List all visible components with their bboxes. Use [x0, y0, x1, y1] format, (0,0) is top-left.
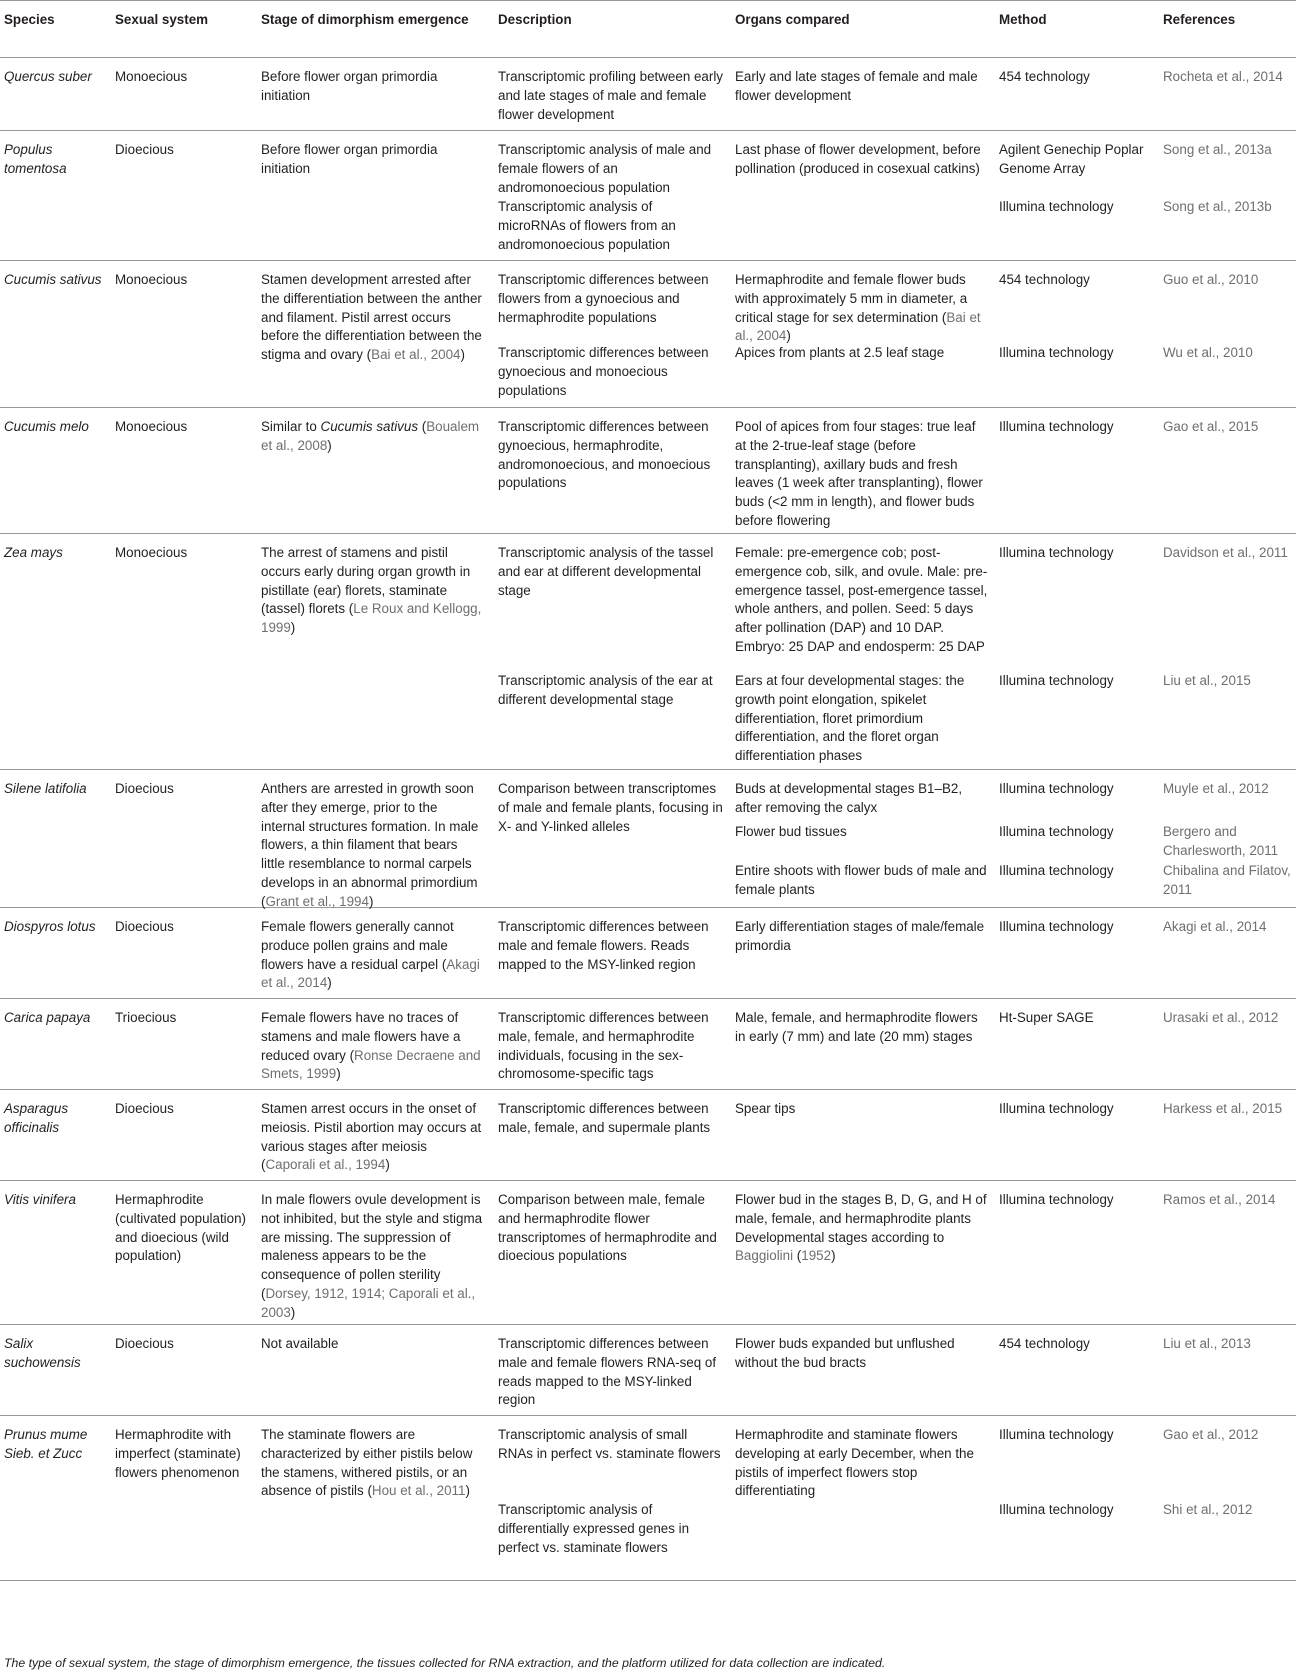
reference-link[interactable]: Akagi et al., 2014	[1163, 919, 1267, 934]
reference-link[interactable]: Muyle et al., 2012	[1163, 781, 1269, 796]
method-cell: 454 technology	[999, 272, 1090, 287]
citation-link[interactable]: Bai et al., 2004	[735, 309, 981, 344]
reference-link[interactable]: Liu et al., 2013	[1163, 1336, 1251, 1351]
table-row	[0, 1090, 1296, 1181]
citation-link[interactable]: Dorsey, 1912, 1914; Caporali et al., 2003	[261, 1285, 476, 1320]
table-row	[0, 58, 1296, 131]
sexual-system-cell: Dioecious	[115, 1101, 174, 1116]
method-cell: Illumina technology	[999, 545, 1114, 560]
stage-cell: Female flowers have no traces of stamens and male flowers have a reduced ovary (Ronse Decraene and Smets, 1999)	[261, 1010, 481, 1082]
table-row	[0, 999, 1296, 1090]
header-stage: Stage of dimorphism emergence	[261, 12, 469, 27]
reference-link[interactable]: Rocheta et al., 2014	[1163, 69, 1283, 84]
organs-cell: Entire shoots with flower buds of male and female plants	[735, 863, 987, 897]
table-row	[0, 770, 1296, 908]
species-cell: Cucumis sativus	[4, 272, 102, 287]
table-row	[0, 534, 1296, 770]
species-cell: Vitis vinifera	[4, 1192, 76, 1207]
species-cell: Silene latifolia	[4, 781, 87, 796]
description-cell: Transcriptomic differences between male, female, and hermaphrodite individuals, focusing in the sex-chromosome-specific tags	[498, 1010, 709, 1082]
stage-cell: The staminate flowers are characterized by either pistils below the stamens, withered pistils, or an absence of pistils (Hou et al., 2011)	[261, 1427, 473, 1499]
citation-link[interactable]: Caporali et al., 1994	[265, 1157, 386, 1173]
citation-link[interactable]: 1952	[801, 1248, 832, 1264]
stage-cell: Stamen development arrested after the differentiation between the anther and filament. Pistil arrest occurs before the differentiation between the stigma and ovary (Bai et al., 2004)	[261, 272, 482, 363]
reference-link[interactable]: Harkess et al., 2015	[1163, 1101, 1283, 1116]
description-cell: Transcriptomic analysis of male and female flowers of an andromonoecious population	[498, 142, 712, 195]
species-cell: Populus tomentosa	[4, 142, 67, 176]
organs-cell: Flower buds expanded but unflushed without the bud bracts	[735, 1336, 955, 1370]
reference-link[interactable]: Song et al., 2013b	[1163, 199, 1272, 214]
stage-cell: Before flower organ primordia initiation	[261, 69, 438, 103]
stage-cell: Not available	[261, 1336, 339, 1351]
description-cell: Transcriptomic differences between gynoecious and monoecious populations	[498, 345, 709, 398]
organs-cell: Early and late stages of female and male flower development	[735, 69, 978, 103]
organs-cell: Buds at developmental stages B1–B2, after removing the calyx	[735, 781, 963, 815]
reference-link[interactable]: Wu et al., 2010	[1163, 345, 1253, 360]
description-cell: Transcriptomic differences between male, female, and supermale plants	[498, 1101, 711, 1135]
sexual-system-cell: Hermaphrodite (cultivated population) and dioecious (wild population)	[115, 1192, 247, 1264]
sexual-system-cell: Monoecious	[115, 272, 188, 287]
organs-cell: Flower bud tissues	[735, 824, 847, 839]
table-body	[0, 58, 1296, 1581]
method-cell: 454 technology	[999, 69, 1090, 84]
organs-cell: Pool of apices from four stages: true leaf at the 2-true-leaf stage (before transplanting), axillary buds and fresh leaves (1 week after transplanting), flower buds (<2 mm in length), and flower buds before flowering	[735, 419, 983, 528]
sexual-system-cell: Dioecious	[115, 1336, 174, 1351]
species-cell: Diospyros lotus	[4, 919, 96, 934]
organs-cell: Hermaphrodite and staminate flowers developing at early December, when the pistils of imperfect flowers stop differentiating	[735, 1427, 974, 1499]
description-cell: Transcriptomic analysis of differentially expressed genes in perfect vs. staminate flowers	[498, 1502, 690, 1555]
species-cell: Quercus suber	[4, 69, 92, 84]
table-row	[0, 908, 1296, 999]
description-cell: Comparison between male, female and hermaphrodite flower transcriptomes of hermaphrodite and dioecious populations	[498, 1192, 717, 1264]
method-cell: Illumina technology	[999, 1192, 1114, 1207]
method-cell: Ht-Super SAGE	[999, 1010, 1094, 1025]
header-sexual-system: Sexual system	[115, 12, 209, 27]
method-cell: Illumina technology	[999, 781, 1114, 796]
reference-link[interactable]: Shi et al., 2012	[1163, 1502, 1253, 1517]
header-description: Description	[498, 12, 572, 27]
sexual-system-cell: Monoecious	[115, 419, 188, 434]
species-cell: Prunus mume Sieb. et Zucc	[4, 1427, 88, 1461]
reference-link[interactable]: Gao et al., 2015	[1163, 419, 1259, 434]
header-method: Method	[999, 12, 1047, 27]
species-cell: Zea mays	[4, 545, 63, 560]
table-caption: The type of sexual system, the stage of dimorphism emergence, the tissues collected for RNA extraction, and the platform utilized for data collection are indicated.	[4, 1656, 886, 1670]
reference-link[interactable]: Urasaki et al., 2012	[1163, 1010, 1279, 1025]
table-header	[0, 0, 1296, 58]
description-cell: Transcriptomic profiling between early and late stages of male and female flower development	[498, 69, 724, 122]
description-cell: Transcriptomic differences between male and female flowers RNA-seq of reads mapped to the MSY-linked region	[498, 1336, 717, 1408]
sexual-system-cell: Trioecious	[115, 1010, 177, 1025]
reference-link[interactable]: Ramos et al., 2014	[1163, 1192, 1276, 1207]
organs-cell: Early differentiation stages of male/female primordia	[735, 919, 985, 953]
method-cell: Agilent Genechip Poplar Genome Array	[999, 142, 1144, 176]
sexual-system-cell: Dioecious	[115, 919, 174, 934]
description-cell: Transcriptomic analysis of small RNAs in perfect vs. staminate flowers	[498, 1427, 721, 1461]
species-name-inline: Cucumis sativus	[320, 419, 419, 434]
sexual-system-cell: Monoecious	[115, 545, 188, 560]
reference-link[interactable]: Davidson et al., 2011	[1163, 545, 1288, 560]
organs-cell: Ears at four developmental stages: the growth point elongation, spikelet differentiation, floret primordium differentiation, and the floret organ differentiation phases	[735, 673, 965, 764]
reference-link[interactable]: Gao et al., 2012	[1163, 1427, 1259, 1442]
organs-cell: Female: pre-emergence cob; post-emergence cob, silk, and ovule. Male: pre-emergence tassel, post-emergence tassel, whole anthers, and pollen. Seed: 5 days after pollination (DAP) and 10 DAP. Embryo: 25 DAP and endosperm: 25 DAP	[735, 545, 988, 654]
species-cell: Carica papaya	[4, 1010, 91, 1025]
reference-link[interactable]: Bergero and Charlesworth, 2011	[1163, 824, 1279, 858]
method-cell: Illumina technology	[999, 1502, 1114, 1517]
header-references: References	[1163, 12, 1236, 27]
method-cell: Illumina technology	[999, 1427, 1114, 1442]
stage-cell: Before flower organ primordia initiation	[261, 142, 438, 176]
method-cell: Illumina technology	[999, 919, 1114, 934]
organs-cell: Spear tips	[735, 1101, 796, 1116]
reference-link[interactable]: Liu et al., 2015	[1163, 673, 1251, 688]
method-cell: Illumina technology	[999, 419, 1114, 434]
description-cell: Transcriptomic analysis of the ear at different developmental stage	[498, 673, 713, 707]
description-cell: Comparison between transcriptomes of male and female plants, focusing in X- and Y-linked alleles	[498, 781, 723, 834]
reference-link[interactable]: Chibalina and Filatov, 2011	[1163, 863, 1291, 897]
method-cell: Illumina technology	[999, 1101, 1114, 1116]
citation-link[interactable]: Bai et al., 2004	[371, 347, 461, 363]
description-cell: Transcriptomic analysis of the tassel and ear at different developmental stage	[498, 545, 714, 598]
organs-cell: Last phase of flower development, before pollination (produced in cosexual catkins)	[735, 142, 981, 176]
citation-link[interactable]: Akagi et al., 2014	[261, 956, 480, 991]
stage-cell: Anthers are arrested in growth soon after they emerge, prior to the internal structures formation. In male flowers, a thin filament that bears little resemblance to normal carpels develops in an abnormal primordium (Grant et al., 1994)	[261, 781, 479, 909]
organs-cell: Hermaphrodite and female flower buds with approximately 5 mm in diameter, a critical stage for sex determination (Bai et al., 2004)	[735, 272, 981, 344]
sexual-system-cell: Dioecious	[115, 781, 174, 796]
header-organs: Organs compared	[735, 12, 850, 27]
citation-link[interactable]: Ronse Decraene and Smets, 1999	[261, 1047, 481, 1082]
table-row	[0, 1181, 1296, 1325]
header-species: Species	[4, 12, 55, 27]
stage-cell: The arrest of stamens and pistil occurs early during organ growth in pistillate (ear) florets, staminate (tassel) florets (Le Roux and Kellogg, 1999)	[261, 545, 482, 636]
description-cell: Transcriptomic differences between gynoecious, hermaphrodite, andromonoecious, and monoecious populations	[498, 419, 711, 491]
stage-cell: Stamen arrest occurs in the onset of meiosis. Pistil abortion may occurs at various stages after meiosis (Caporali et al., 1994)	[261, 1101, 482, 1173]
species-cell: Asparagus officinalis	[4, 1101, 69, 1135]
description-cell: Transcriptomic analysis of microRNAs of flowers from an andromonoecious population	[498, 199, 676, 252]
table-row	[0, 408, 1296, 534]
citation-link[interactable]: Grant et al., 1994	[265, 893, 369, 909]
description-cell: Transcriptomic differences between flowers from a gynoecious and hermaphrodite populations	[498, 272, 709, 325]
species-cell: Cucumis melo	[4, 419, 89, 434]
stage-cell: Female flowers generally cannot produce pollen grains and male flowers have a residual carpel (Akagi et al., 2014)	[261, 919, 480, 991]
stage-cell: In male flowers ovule development is not inhibited, but the style and stigma are missing. The suppression of maleness appears to be the consequence of pollen sterility (Dorsey, 1912, 1914; Caporali et al., 2003)	[261, 1192, 483, 1320]
reference-link[interactable]: Song et al., 2013a	[1163, 142, 1272, 157]
table-row	[0, 131, 1296, 261]
method-cell: Illumina technology	[999, 199, 1114, 214]
table-row	[0, 1416, 1296, 1581]
organs-cell: Flower bud in the stages B, D, G, and H of male, female, and hermaphrodite plants Developmental stages according to Baggiolini (1952)	[735, 1192, 987, 1264]
citation-link[interactable]: Hou et al., 2011	[371, 1483, 466, 1499]
stage-cell: Similar to Cucumis sativus (Boualem et al., 2008)	[261, 419, 480, 453]
description-cell: Transcriptomic differences between male and female flowers. Reads mapped to the MSY-linked region	[498, 919, 709, 972]
reference-link[interactable]: Guo et al., 2010	[1163, 272, 1259, 287]
citation-link[interactable]: Boualem et al., 2008	[261, 419, 480, 453]
citation-link[interactable]: Baggiolini	[735, 1248, 794, 1264]
method-cell: Illumina technology	[999, 863, 1114, 878]
method-cell: 454 technology	[999, 1336, 1090, 1351]
sexual-system-cell: Monoecious	[115, 69, 188, 84]
organs-cell: Male, female, and hermaphrodite flowers in early (7 mm) and late (20 mm) stages	[735, 1010, 978, 1044]
method-cell: Illumina technology	[999, 824, 1114, 839]
method-cell: Illumina technology	[999, 345, 1114, 360]
species-cell: Salix suchowensis	[4, 1336, 81, 1370]
method-cell: Illumina technology	[999, 673, 1114, 688]
citation-link[interactable]: Le Roux and Kellogg, 1999	[261, 601, 482, 636]
organs-cell: Apices from plants at 2.5 leaf stage	[735, 345, 945, 360]
sexual-system-cell: Dioecious	[115, 142, 174, 157]
sexual-system-cell: Hermaphrodite with imperfect (staminate) flowers phenomenon	[115, 1427, 241, 1480]
table-row	[0, 261, 1296, 408]
table-row	[0, 1325, 1296, 1416]
